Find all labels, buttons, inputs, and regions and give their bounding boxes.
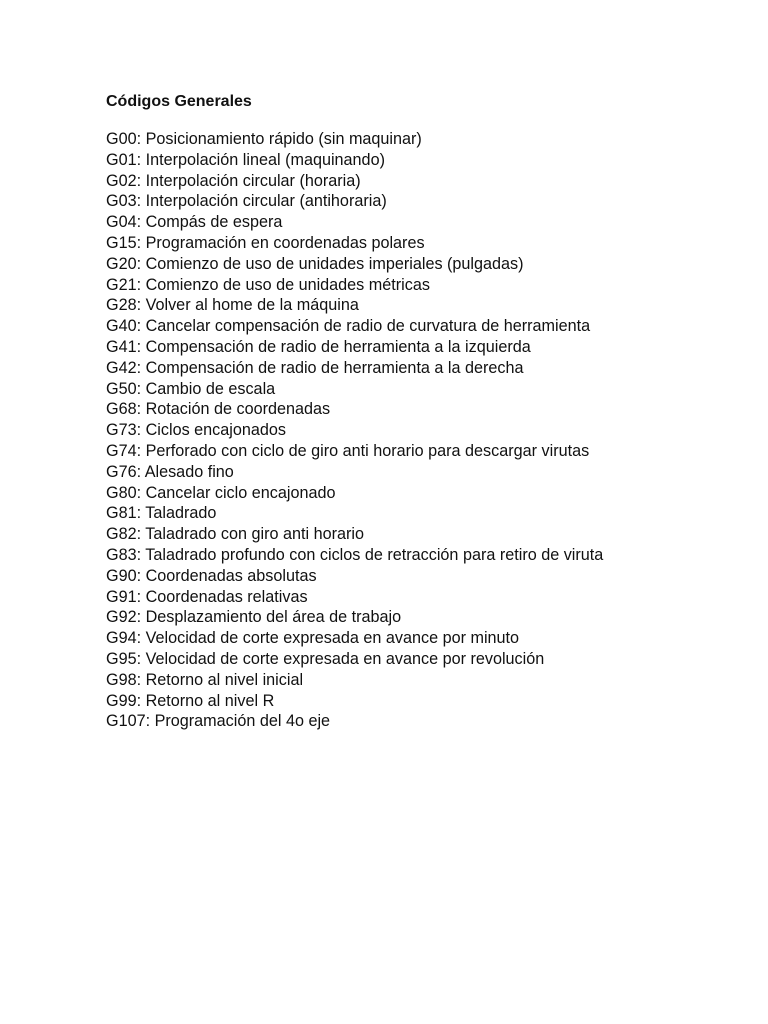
g-code-list [106,129,726,732]
document-content [106,91,726,732]
g-code-item: G83: Taladrado profundo con ciclos de retracción para retiro de viruta [106,545,604,564]
g-code-item: G04: Compás de espera [106,213,283,232]
g-code-item: G95: Velocidad de corte expresada en avance por revolución [106,649,545,668]
g-code-item: G21: Comienzo de uso de unidades métricas [106,275,430,294]
g-code-item: G73: Ciclos encajonados [106,421,286,440]
g-code-item: G03: Interpolación circular (antihoraria) [106,192,387,211]
g-code-item: G02: Interpolación circular (horaria) [106,171,361,190]
g-code-item: G94: Velocidad de corte expresada en avance por minuto [106,629,520,648]
g-code-item: G20: Comienzo de uso de unidades imperiales (pulgadas) [106,254,524,273]
g-code-item: G76: Alesado fino [106,462,234,481]
g-code-item: G50: Cambio de escala [106,379,276,398]
g-code-item: G68: Rotación de coordenadas [106,400,331,419]
g-code-item: G42: Compensación de radio de herramienta a la derecha [106,358,524,377]
g-code-item: G15: Programación en coordenadas polares [106,233,425,252]
document-title: Códigos Generales [106,93,252,110]
g-code-item: G40: Cancelar compensación de radio de curvatura de herramienta [106,317,591,336]
g-code-item: G91: Coordenadas relativas [106,587,308,606]
g-code-item: G107: Programación del 4o eje [106,712,331,731]
g-code-item: G00: Posicionamiento rápido (sin maquinar) [106,130,422,148]
g-code-item: G99: Retorno al nivel R [106,691,275,710]
g-code-item: G90: Coordenadas absolutas [106,566,317,585]
g-code-item: G98: Retorno al nivel inicial [106,670,304,689]
g-code-item: G81: Taladrado [106,504,217,523]
g-code-item: G80: Cancelar ciclo encajonado [106,483,336,502]
g-code-item: G74: Perforado con ciclo de giro anti horario para descargar virutas [106,441,590,460]
g-code-item: G28: Volver al home de la máquina [106,296,359,315]
g-code-item: G41: Compensación de radio de herramienta a la izquierda [106,337,531,356]
g-code-item: G01: Interpolación lineal (maquinando) [106,150,385,169]
g-code-item: G82: Taladrado con giro anti horario [106,525,364,544]
g-code-item: G92: Desplazamiento del área de trabajo [106,608,402,627]
